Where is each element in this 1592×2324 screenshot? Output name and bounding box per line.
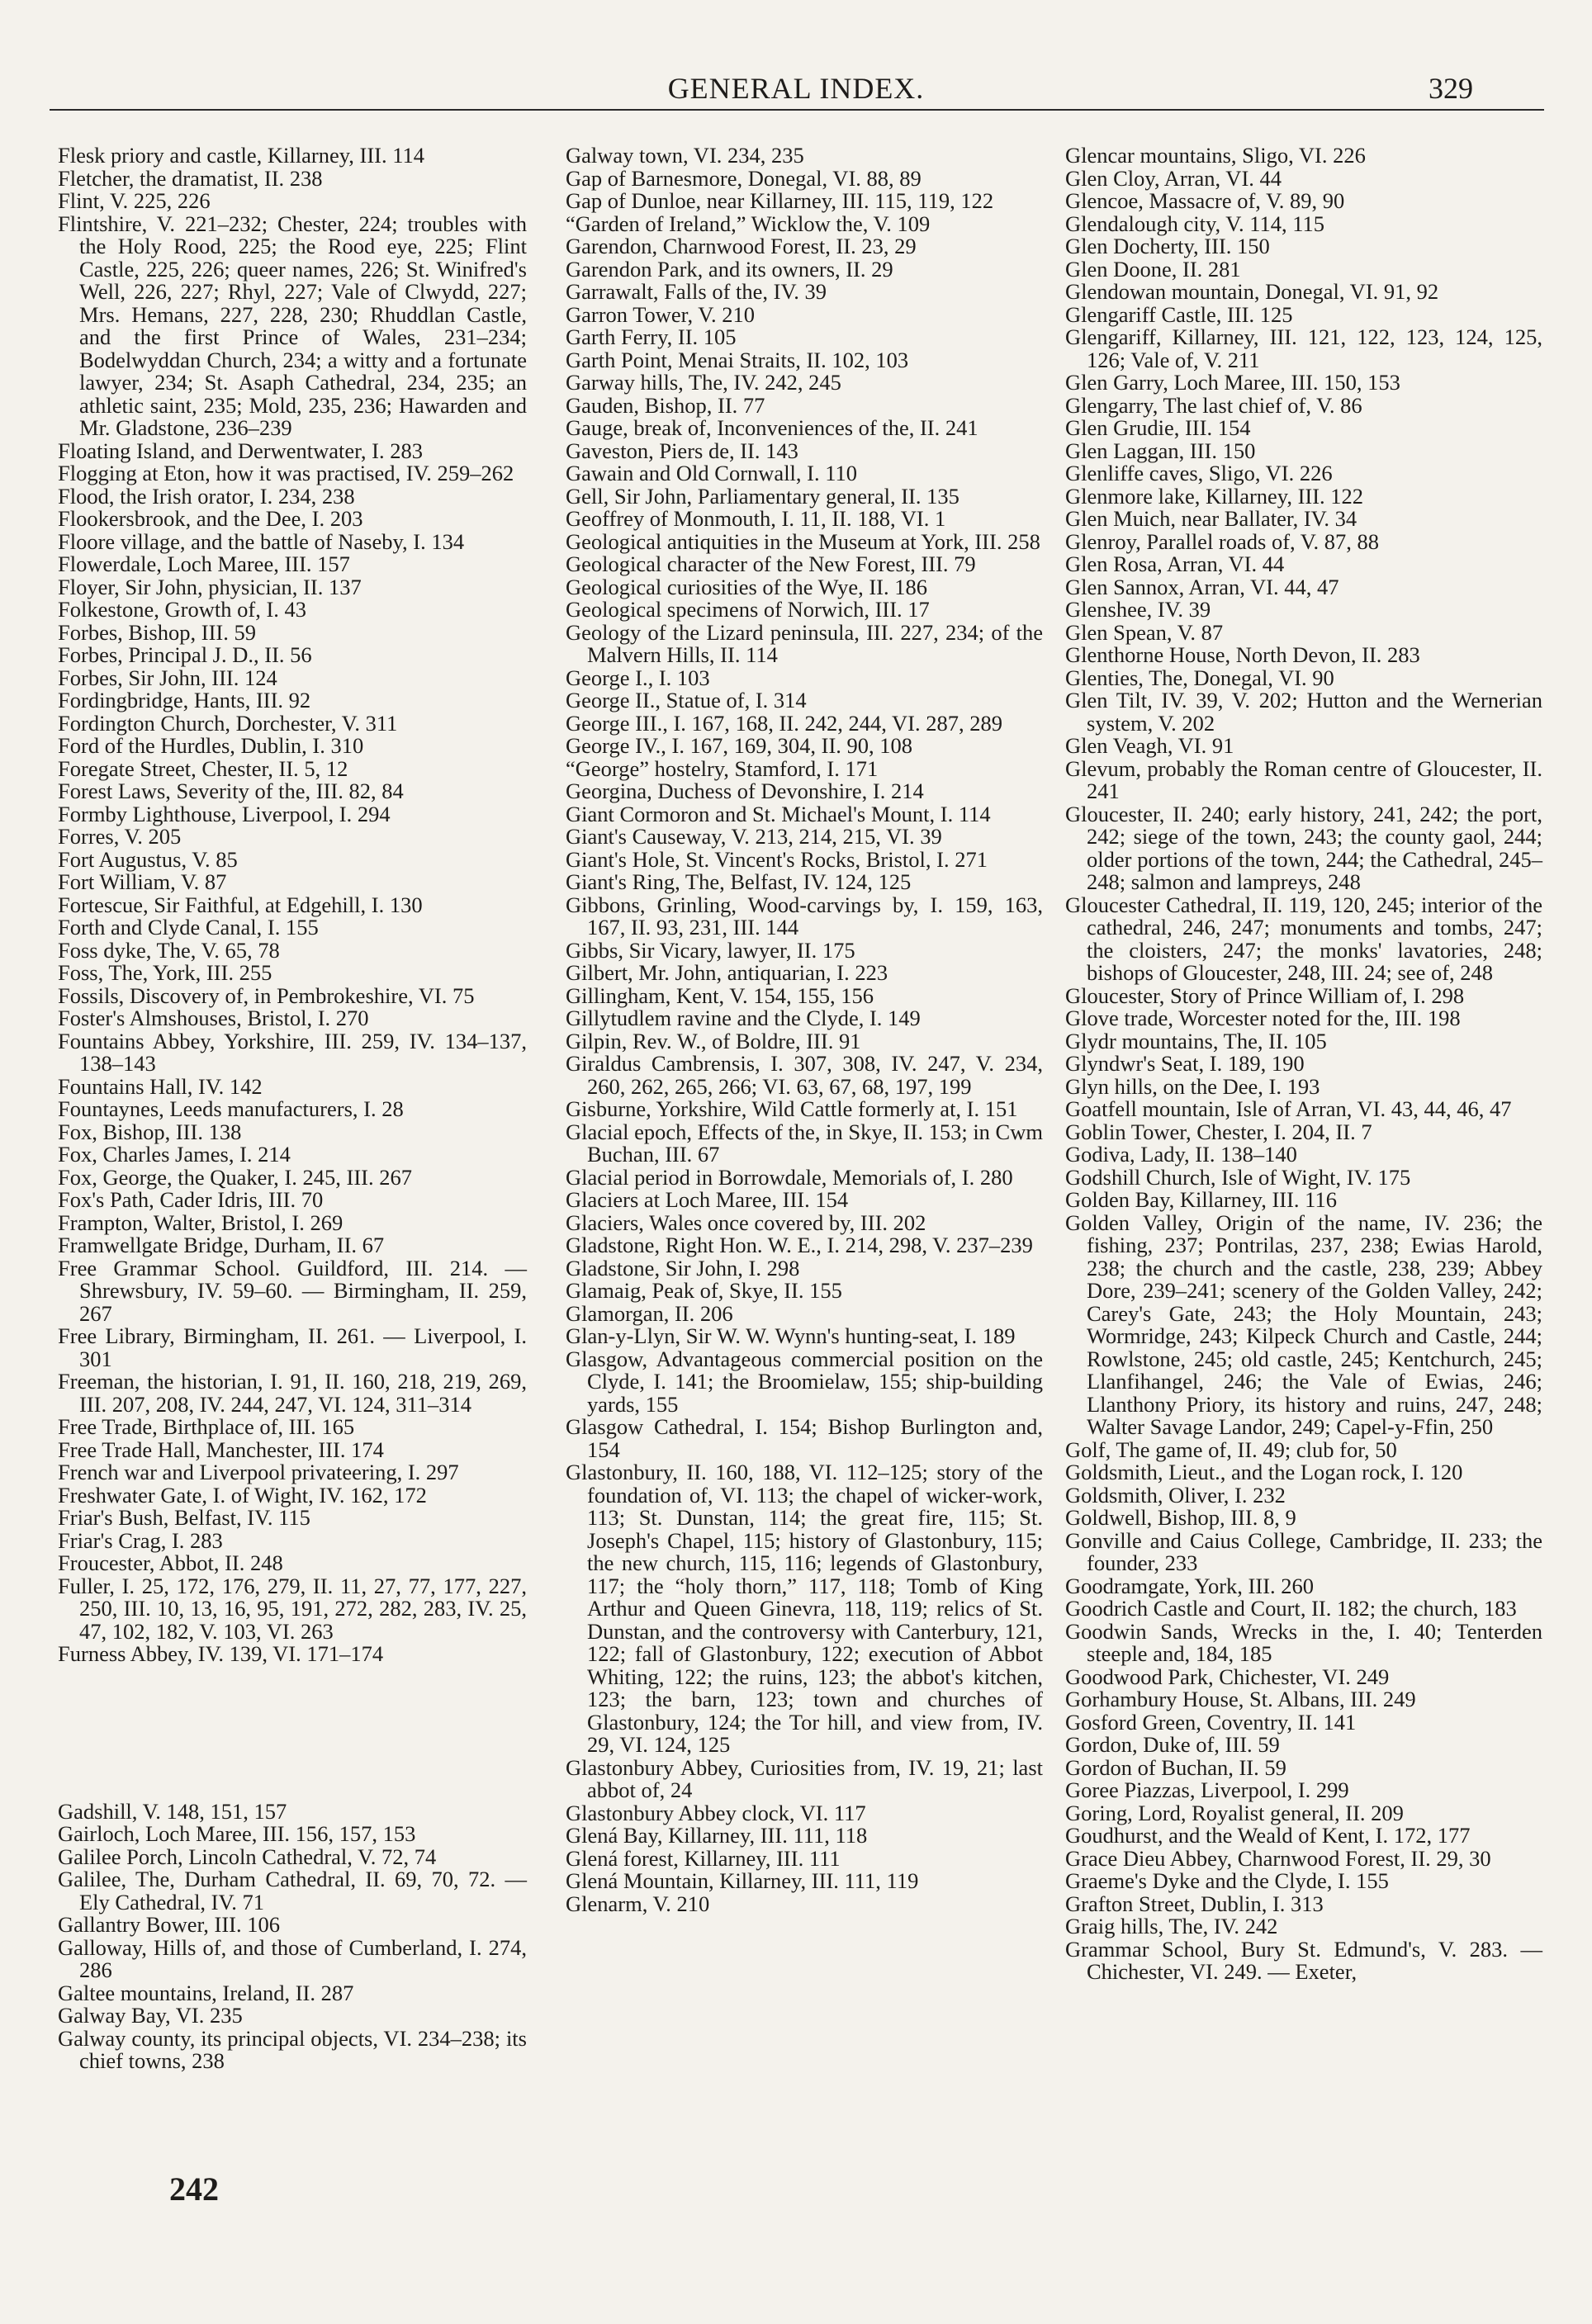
- index-entry: Glená Bay, Killarney, III. 111, 118: [566, 1823, 868, 1848]
- signature-mark: 242: [169, 2170, 219, 2208]
- index-entry: Glyn hills, on the Dee, I. 193: [1065, 1073, 1320, 1099]
- index-entry: Grammar School, Bury St. Edmund's, V. 283. — Chichester, VI. 249. — Exeter,: [1065, 1936, 1542, 1984]
- index-entry: Free Trade, Birthplace of, III. 165: [58, 1414, 355, 1439]
- index-entry: Fletcher, the dramatist, II. 238: [58, 165, 323, 191]
- index-entry: Gibbons, Grinling, Wood-carvings by, I. 159, 163, 167, II. 93, 231, III. 144: [566, 892, 1043, 940]
- index-entry: Goodrich Castle and Court, II. 182; the church, 183: [1065, 1596, 1517, 1621]
- index-entry: Forth and Clyde Canal, I. 155: [58, 915, 319, 940]
- index-entry: Fountaynes, Leeds manufacturers, I. 28: [58, 1096, 404, 1121]
- index-entry: Fortescue, Sir Faithful, at Edgehill, I. 130: [58, 892, 423, 917]
- index-entry: Flood, the Irish orator, I. 234, 238: [58, 483, 355, 509]
- index-entry: Gloucester, II. 240; early history, 241, 242; the port, 242; siege of the town, 243; the county gaol, 244; older portions of the town, 244; the Cathedral, 245–248; salmon and lampreys, 248: [1065, 801, 1542, 894]
- index-entry: Goodramgate, York, III. 260: [1065, 1573, 1315, 1598]
- index-entry: French war and Liverpool privateering, I. 297: [58, 1460, 459, 1484]
- index-entry: Goldsmith, Oliver, I. 232: [1065, 1482, 1286, 1508]
- index-entry: Glencar mountains, Sligo, VI. 226: [1065, 143, 1366, 168]
- index-entry: Geoffrey of Monmouth, I. 11, II. 188, VI. 1: [566, 506, 946, 531]
- index-entry: Fort William, V. 87: [58, 869, 227, 894]
- index-entry: Fordington Church, Dorchester, V. 311: [58, 710, 398, 736]
- index-entry: Geological antiquities in the Museum at York, III. 258: [566, 528, 1040, 554]
- index-entry: Glacial epoch, Effects of the, in Skye, II. 153; in Cwm Buchan, III. 67: [566, 1119, 1043, 1167]
- index-entry: Gap of Dunloe, near Killarney, III. 115, 119, 122: [566, 188, 994, 213]
- index-entry: Galway town, VI. 234, 235: [566, 143, 804, 168]
- index-entry: Glenarm, V. 210: [566, 1891, 710, 1916]
- index-entry: Glove trade, Worcester noted for the, III. 198: [1065, 1006, 1461, 1030]
- index-entry: George II., Statue of, I. 314: [566, 688, 807, 712]
- index-entry: Forest Laws, Severity of the, III. 82, 84: [58, 779, 404, 803]
- index-entry: Glastonbury, II. 160, 188, VI. 112–125; story of the foundation of, VI. 113; the chapel of wicker-work, 113; St. Dunstan, 114; the great fire, 115; St. Joseph's Chapel, 115; history of Glastonbury, 115; the new church, 115, 116; legends of Glastonbury, 117; the “holy thorn,” 117, 118; Tomb of King Arthur and Queen Ginevra, 118, 119; relics of St. Dunstan, and the controversy with Canterbury, 121, 122; fall of Glastonbury, 122; execution of Abbot Whiting, 122; the ruins, 123; the abbot's kitchen, 123; the barn, 123; town and churches of Glastonbury, 124; the Tor hill, and view from, IV. 29, VI. 124, 125: [566, 1460, 1043, 1757]
- index-entry: Flowerdale, Loch Maree, III. 157: [58, 551, 350, 576]
- index-entry: Fordingbridge, Hants, III. 92: [58, 688, 311, 712]
- index-entry: Glenthorne House, North Devon, II. 283: [1065, 642, 1420, 667]
- index-entry: Glendalough city, V. 114, 115: [1065, 211, 1325, 236]
- index-entry: Glenshee, IV. 39: [1065, 597, 1211, 622]
- index-entry: Gibbs, Sir Vicary, lawyer, II. 175: [566, 937, 855, 963]
- index-entry: Glacial period in Borrowdale, Memorials of, I. 280: [566, 1164, 1013, 1190]
- index-entry: Giant's Hole, St. Vincent's Rocks, Bristol, I. 271: [566, 846, 988, 872]
- index-entry: Glen Muich, near Ballater, IV. 34: [1065, 506, 1357, 531]
- index-entry: Geological specimens of Norwich, III. 17: [566, 597, 930, 622]
- index-entry: Glaciers, Wales once covered by, III. 202: [566, 1209, 926, 1235]
- index-entry: Glastonbury Abbey clock, VI. 117: [566, 1800, 866, 1825]
- index-entry: Gillytudlem ravine and the Clyde, I. 149: [566, 1006, 921, 1030]
- index-entry: Glastonbury Abbey, Curiosities from, IV. 19, 21; last abbot of, 24: [566, 1754, 1043, 1802]
- index-entry: Goodwin Sands, Wrecks in the, I. 40; Tenterden steeple and, 184, 185: [1065, 1618, 1542, 1666]
- index-entry: Fox, Bishop, III. 138: [58, 1119, 242, 1144]
- index-entry: Glengarry, The last chief of, V. 86: [1065, 392, 1362, 418]
- index-entry: Gilbert, Mr. John, antiquarian, I. 223: [566, 960, 888, 985]
- index-entry: Free Library, Birmingham, II. 261. — Liverpool, I. 301: [58, 1323, 527, 1371]
- index-entry: Golf, The game of, II. 49; club for, 50: [1065, 1437, 1397, 1462]
- index-entry: Glengariff Castle, III. 125: [1065, 301, 1293, 327]
- index-entry: Graig hills, The, IV. 242: [1065, 1914, 1278, 1938]
- index-entry: Gillingham, Kent, V. 154, 155, 156: [566, 982, 874, 1008]
- index-entry: Foregate Street, Chester, II. 5, 12: [58, 755, 348, 781]
- letter-section-gap: [58, 1687, 527, 1778]
- index-entry: Forbes, Bishop, III. 59: [58, 619, 256, 645]
- index-entry: Gell, Sir John, Parliamentary general, II. 135: [566, 483, 959, 509]
- index-entry: Gorhambury House, St. Albans, III. 249: [1065, 1687, 1416, 1711]
- index-entry: Fox's Path, Cader Idris, III. 70: [58, 1187, 324, 1212]
- index-entry: Garway hills, The, IV. 242, 245: [566, 370, 841, 395]
- index-entry: Graeme's Dyke and the Clyde, I. 155: [1065, 1868, 1389, 1893]
- index-entry: Gallantry Bower, III. 106: [58, 1912, 281, 1937]
- index-entry: Glasgow Cathedral, I. 154; Bishop Burlington and, 154: [566, 1414, 1043, 1462]
- index-entry: Galloway, Hills of, and those of Cumberland, I. 274, 286: [58, 1934, 527, 1982]
- index-entry: Geological character of the New Forest, III. 79: [566, 551, 976, 576]
- index-entry: Gauge, break of, Inconveniences of the, II. 241: [566, 415, 978, 440]
- index-entry: Glenties, The, Donegal, VI. 90: [1065, 665, 1334, 690]
- page-number: 329: [1429, 72, 1473, 105]
- index-entry: Formby Lighthouse, Liverpool, I. 294: [58, 801, 391, 826]
- index-entry: “Garden of Ireland,” Wicklow the, V. 109: [566, 211, 931, 236]
- index-entry: Galilee Porch, Lincoln Cathedral, V. 72, 74: [58, 1844, 437, 1869]
- index-entry: Godshill Church, Isle of Wight, IV. 175: [1065, 1164, 1411, 1190]
- index-entry: Goldwell, Bishop, III. 8, 9: [1065, 1505, 1296, 1530]
- index-entry: Flesk priory and castle, Killarney, III. 114: [58, 143, 424, 168]
- index-entry: Goatfell mountain, Isle of Arran, VI. 43, 44, 46, 47: [1065, 1096, 1512, 1121]
- index-entry: Gisburne, Yorkshire, Wild Cattle formerly at, I. 151: [566, 1096, 1018, 1121]
- index-entry: Garendon, Charnwood Forest, II. 23, 29: [566, 234, 917, 258]
- index-entry: Free Grammar School. Guildford, III. 214. — Shrewsbury, IV. 59–60. — Birmingham, II. 259, 267: [58, 1255, 527, 1326]
- index-entry: Forres, V. 205: [58, 824, 182, 849]
- index-entry: Glen Veagh, VI. 91: [1065, 733, 1234, 758]
- index-entry: Forbes, Principal J. D., II. 56: [58, 642, 312, 667]
- index-entry: Fox, George, the Quaker, I. 245, III. 267: [58, 1164, 412, 1190]
- index-entry: Freeman, the historian, I. 91, II. 160, 218, 219, 269, III. 207, 208, IV. 244, 247, VI. 124, 311–314: [58, 1369, 527, 1417]
- index-entry: Glen Rosa, Arran, VI. 44: [1065, 551, 1285, 576]
- index-entry: Goldsmith, Lieut., and the Logan rock, I. 120: [1065, 1460, 1463, 1484]
- index-entry: Furness Abbey, IV. 139, VI. 171–174: [58, 1641, 384, 1666]
- index-entry: Goring, Lord, Royalist general, II. 209: [1065, 1800, 1404, 1825]
- index-entry: Glengariff, Killarney, III. 121, 122, 123, 124, 125, 126; Vale of, V. 211: [1065, 324, 1542, 372]
- index-entry: Glená forest, Killarney, III. 111: [566, 1845, 841, 1871]
- index-entry: Friar's Bush, Belfast, IV. 115: [58, 1505, 310, 1530]
- index-entry: Grace Dieu Abbey, Charnwood Forest, II. 29, 30: [1065, 1845, 1491, 1871]
- index-entry: George III., I. 167, 168, II. 242, 244, VI. 287, 289: [566, 710, 1002, 736]
- index-column-left: [58, 144, 527, 2073]
- index-entry: Goudhurst, and the Weald of Kent, I. 172, 177: [1065, 1823, 1471, 1848]
- index-entry: Glená Mountain, Killarney, III. 111, 119: [566, 1868, 919, 1893]
- index-entry: Folkestone, Growth of, I. 43: [58, 597, 307, 622]
- header-rule: [50, 109, 1544, 111]
- index-entry: Galway Bay, VI. 235: [58, 2003, 243, 2028]
- index-column-right: [1065, 144, 1542, 1984]
- index-entry: Glamaig, Peak of, Skye, II. 155: [566, 1278, 842, 1303]
- index-entry: Gonville and Caius College, Cambridge, II. 233; the founder, 233: [1065, 1527, 1542, 1575]
- index-entry: Gladstone, Right Hon. W. E., I. 214, 298, V. 237–239: [566, 1233, 1033, 1257]
- index-entry: Gawain and Old Cornwall, I. 110: [566, 461, 858, 485]
- index-entry: Forbes, Sir John, III. 124: [58, 665, 277, 690]
- index-entry: Glenmore lake, Killarney, III. 122: [1065, 483, 1364, 509]
- index-entry: Glencoe, Massacre of, V. 89, 90: [1065, 188, 1345, 213]
- index-entry: Godiva, Lady, II. 138–140: [1065, 1142, 1297, 1167]
- index-entry: Giraldus Cambrensis, I. 307, 308, IV. 247, V. 234, 260, 262, 265, 266; VI. 63, 67, 68, 197, 199: [566, 1051, 1043, 1099]
- index-entry: Geology of the Lizard peninsula, III. 227, 234; of the Malvern Hills, II. 114: [566, 619, 1043, 667]
- index-entry: Glen Grudie, III. 154: [1065, 415, 1251, 440]
- index-entry: Gloucester, Story of Prince William of, I. 298: [1065, 982, 1465, 1008]
- index-entry: Glan-y-Llyn, Sir W. W. Wynn's hunting-seat, I. 189: [566, 1323, 1016, 1348]
- index-entry: Fuller, I. 25, 172, 176, 279, II. 11, 27, 77, 177, 227, 250, III. 10, 13, 16, 95, 191, 272, 282, 283, IV. 25, 47, 102, 182, V. 103, VI. 263: [58, 1573, 527, 1644]
- index-entry: Glen Doone, II. 281: [1065, 256, 1241, 282]
- index-entry: George IV., I. 167, 169, 304, II. 90, 108: [566, 733, 913, 758]
- index-entry: Gilpin, Rev. W., of Boldre, III. 91: [566, 1028, 861, 1053]
- index-entry: Gordon, Duke of, III. 59: [1065, 1732, 1280, 1757]
- index-column-middle: [566, 144, 1043, 1915]
- index-entry: “George” hostelry, Stamford, I. 171: [566, 755, 879, 781]
- index-entry: Gordon of Buchan, II. 59: [1065, 1754, 1286, 1780]
- index-entry: Glen Sannox, Arran, VI. 44, 47: [1065, 574, 1339, 599]
- index-entry: Frampton, Walter, Bristol, I. 269: [58, 1209, 344, 1235]
- index-entry: Glen Spean, V. 87: [1065, 619, 1224, 645]
- index-entry: Glevum, probably the Roman centre of Gloucester, II. 241: [1065, 755, 1542, 803]
- index-entry: Gladstone, Sir John, I. 298: [566, 1255, 800, 1280]
- index-entry: Goree Piazzas, Liverpool, I. 299: [1065, 1777, 1349, 1802]
- index-entry: Georgina, Duchess of Devonshire, I. 214: [566, 779, 924, 803]
- index-entry: Flintshire, V. 221–232; Chester, 224; troubles with the Holy Rood, 225; the Rood eye, 225; Flint Castle, 225, 226; queer names, 226; St. Winifred's Well, 226, 227; Rhyl, 227; Vale of Clwydd, 227; Mrs. Hemans, 227, 228, 230; Rhuddlan Castle, and the first Prince of Wales, 231–234; Bodelwyddan Church, 234; a witty and a fortunate lawyer, 234; St. Asaph Cathedral, 234, 235; an athletic saint, 235; Mold, 235, 236; Hawarden and Mr. Gladstone, 236–239: [58, 211, 527, 440]
- index-entry: Floating Island, and Derwentwater, I. 283: [58, 438, 423, 463]
- index-entry: Grafton Street, Dublin, I. 313: [1065, 1891, 1324, 1916]
- index-entry: Fort Augustus, V. 85: [58, 846, 238, 872]
- index-entry: Floore village, and the battle of Naseby, I. 134: [58, 528, 465, 554]
- index-entry: Glen Laggan, III. 150: [1065, 438, 1256, 463]
- index-entry: Giant's Ring, The, Belfast, IV. 124, 125: [566, 869, 912, 894]
- index-entry: Geological curiosities of the Wye, II. 186: [566, 574, 927, 599]
- index-entry: Gaveston, Piers de, II. 143: [566, 438, 798, 463]
- index-entry: Flint, V. 225, 226: [58, 188, 211, 213]
- index-entry: Floyer, Sir John, physician, II. 137: [58, 574, 362, 599]
- index-entry: Giant Cormoron and St. Michael's Mount, I. 114: [566, 801, 991, 826]
- index-entry: Gloucester Cathedral, II. 119, 120, 245; interior of the cathedral, 246, 247; monuments and tombs, 247; the cloisters, 247; the monks' lavatories, 248; bishops of Gloucester, 248, III. 24; see of, 248: [1065, 892, 1542, 985]
- index-entry: Froucester, Abbot, II. 248: [58, 1550, 283, 1575]
- page-title: GENERAL INDEX.: [667, 72, 925, 105]
- index-entry: Galtee mountains, Ireland, II. 287: [58, 1980, 354, 2005]
- index-entry: Glen Garry, Loch Maree, III. 150, 153: [1065, 370, 1400, 395]
- index-entry: Gosford Green, Coventry, II. 141: [1065, 1709, 1357, 1735]
- index-entry: Glaciers at Loch Maree, III. 154: [566, 1187, 849, 1212]
- index-entry: Giant's Causeway, V. 213, 214, 215, VI. 39: [566, 824, 942, 849]
- index-entry: Fox, Charles James, I. 214: [58, 1142, 291, 1167]
- index-entry: Free Trade Hall, Manchester, III. 174: [58, 1437, 384, 1462]
- index-entry: Garendon Park, and its owners, II. 29: [566, 256, 893, 282]
- index-entry: Goblin Tower, Chester, I. 204, II. 7: [1065, 1119, 1372, 1144]
- index-entry: Friar's Crag, I. 283: [58, 1527, 223, 1553]
- index-entry: Freshwater Gate, I. of Wight, IV. 162, 172: [58, 1482, 427, 1508]
- index-entry: Flogging at Eton, how it was practised, IV. 259–262: [58, 461, 514, 485]
- index-entry: Garth Point, Menai Straits, II. 102, 103: [566, 347, 909, 372]
- index-entry: Foss dyke, The, V. 65, 78: [58, 937, 280, 963]
- index-entry: Gairloch, Loch Maree, III. 156, 157, 153: [58, 1821, 416, 1846]
- index-entry: Glen Docherty, III. 150: [1065, 234, 1270, 258]
- index-entry: Garrawalt, Falls of the, IV. 39: [566, 279, 827, 304]
- index-entry: Foster's Almshouses, Bristol, I. 270: [58, 1006, 369, 1030]
- index-entry: Glenroy, Parallel roads of, V. 87, 88: [1065, 528, 1380, 554]
- index-entry: Framwellgate Bridge, Durham, II. 67: [58, 1233, 385, 1257]
- index-entry: Fountains Abbey, Yorkshire, III. 259, IV. 134–137, 138–143: [58, 1028, 527, 1076]
- index-entry: Gauden, Bishop, II. 77: [566, 392, 765, 418]
- index-entry: Golden Bay, Killarney, III. 116: [1065, 1187, 1337, 1212]
- index-entry: Ford of the Hurdles, Dublin, I. 310: [58, 733, 364, 758]
- index-entry: Glendowan mountain, Donegal, VI. 91, 92: [1065, 279, 1439, 304]
- index-entry: Golden Valley, Origin of the name, IV. 236; the fishing, 237; Pontrilas, 237, 238; Ewias Harold, 238; the church and the castle, 238, 239; Abbey Dore, 239–241; scenery of the Golden Valley, 242; Carey's Gate, 243; the Holy Mountain, 243; Wormridge, 243; Kilpeck Church and Castle, 244; Rowlstone, 245; old castle, 245; Kentchurch, 245; Llanfihangel, 246; the Vale of Ewias, 246; Llanthony Priory, its history and ruins, 247, 248; Walter Savage Landor, 249; Capel-y-Ffin, 250: [1065, 1209, 1542, 1439]
- index-entry: Fountains Hall, IV. 142: [58, 1073, 263, 1099]
- page-header: [0, 71, 1592, 104]
- index-entry: Glen Cloy, Arran, VI. 44: [1065, 165, 1282, 191]
- index-entry: Glasgow, Advantageous commercial position on the Clyde, I. 141; the Broomielaw, 155; ship-building yards, 155: [566, 1346, 1043, 1417]
- index-entry: Garth Ferry, II. 105: [566, 324, 737, 349]
- index-entry: Glenliffe caves, Sligo, VI. 226: [1065, 461, 1333, 485]
- index-entry: Foss, The, York, III. 255: [58, 960, 272, 985]
- index-entry: Fossils, Discovery of, in Pembrokeshire, VI. 75: [58, 982, 475, 1008]
- index-entry: Glydr mountains, The, II. 105: [1065, 1028, 1327, 1053]
- index-entry: Goodwood Park, Chichester, VI. 249: [1065, 1664, 1390, 1689]
- index-entry: Glen Tilt, IV. 39, V. 202; Hutton and the Wernerian system, V. 202: [1065, 688, 1542, 736]
- index-entry: Glyndwr's Seat, I. 189, 190: [1065, 1051, 1305, 1076]
- index-entry: Gap of Barnesmore, Donegal, VI. 88, 89: [566, 165, 922, 191]
- index-entry: Glamorgan, II. 206: [566, 1300, 733, 1326]
- index-entry: George I., I. 103: [566, 665, 710, 690]
- index-entry: Flookersbrook, and the Dee, I. 203: [58, 506, 363, 531]
- index-entry: Galway county, its principal objects, VI. 234–238; its chief towns, 238: [58, 2025, 527, 2073]
- index-entry: Galilee, The, Durham Cathedral, II. 69, 70, 72. — Ely Cathedral, IV. 71: [58, 1867, 527, 1915]
- index-entry: Garron Tower, V. 210: [566, 301, 755, 327]
- index-entry: Gadshill, V. 148, 151, 157: [58, 1798, 287, 1824]
